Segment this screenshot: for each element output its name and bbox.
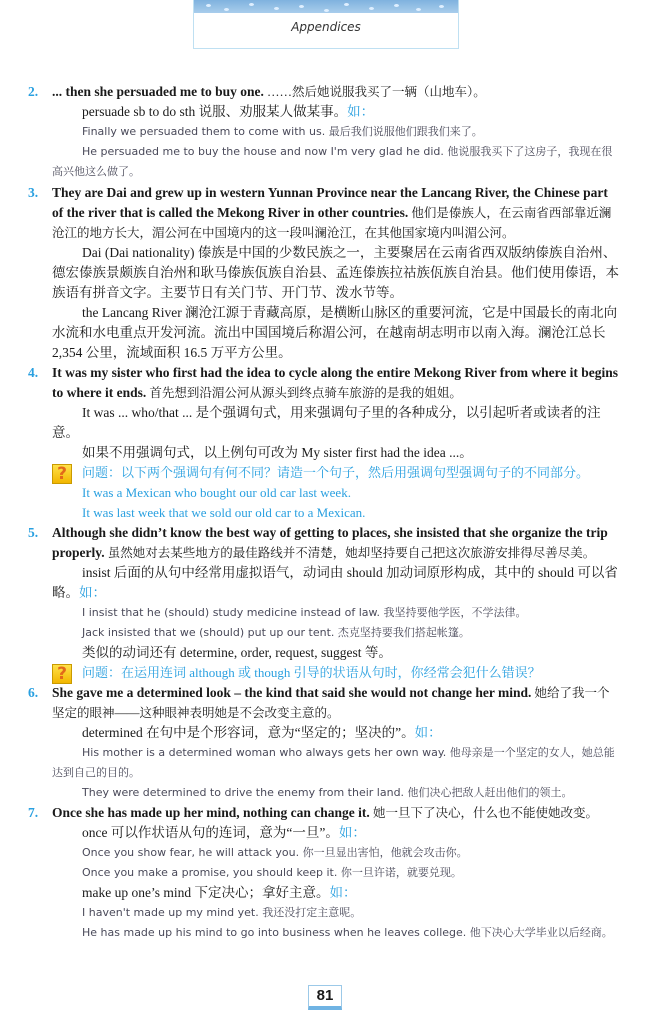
sentence-en: Although she didn’t know the best way of getting to places, she insisted that she organize the trip properly. [52,525,608,560]
example: They were determined to drive the enemy from their land. 他们决心把敌人赶出他们的领土。 [82,786,573,799]
example-marker: 如： [347,104,375,119]
sentence-en: ... then she persuaded me to buy one. [52,84,264,99]
sentence-zh: 虽然她对去某些地方的最佳路线并不清楚，她却坚持要自己把这次旅游安排得尽善尽美。 [104,546,596,560]
note [0,883,650,903]
note-text: 说服、劝服某人做某事。 [195,104,348,119]
header-title: Appendices [291,20,361,34]
sentence-zh: ……然后她说服我买了一辆（山地车）。 [263,85,486,99]
item-2-heading [0,82,650,102]
note-phrase: persuade sb to do sth [82,104,196,119]
example-marker: 如： [414,725,442,740]
note: 如果不用强调句式，以上例句可改为 My sister first had the idea ...。 [82,445,473,460]
item-3-heading [0,183,650,243]
note-text: insist 后面的从句中经常用虚拟语气，动词由 should 加动词原形构成，其中的 should 可以省略。 [52,565,618,600]
question [0,463,650,483]
sentence-en: They are Dai and grew up in western Yunnan Province near the Lancang River, the Chinese part of the river that is called the Mekong River in other countries. [52,185,608,220]
sentence-zh: 他们是傣族人，在云南省西部靠近澜沧江的地方长大，湄公河在中国境内的这一段叫澜沧江，在其他国家境内叫湄公河。 [52,206,612,240]
example: He has made up his mind to go into business when he leaves college. 他下决心大学毕业以后经商。 [82,926,613,939]
note: 类似的动词还有 determine, order, request, suggest 等。 [82,645,392,660]
example: Once you show fear, he will attack you. 你一旦显出害怕，他就会攻击你。 [82,846,468,859]
item-4-heading [0,363,650,403]
item-number: 6. [28,685,39,700]
header-decorative-band [194,0,458,13]
sentence-en: She gave me a determined look – the kind that said she would not change her mind. [52,685,532,700]
item-2-note [0,102,650,122]
note [0,823,650,843]
sentence-zh: 首先想到沿湄公河从源头到终点骑车旅游的是我的姐姐。 [146,386,462,400]
note: It was ... who/that ... 是个强调句式，用来强调句子里的各种成分，以引起听者或读者的注意。 [52,405,601,440]
question-text: 问题：以下两个强调句有何不同？请造一个句子，然后用强调句型强调句子的不同部分。 [82,465,590,480]
note-text: once 可以作状语从句的连词，意为“一旦”。 [82,825,339,840]
question-example: It was a Mexican who bought our old car last week. [82,485,351,500]
item-number: 5. [28,525,39,540]
example: I haven't made up my mind yet. 我还没打定主意呢。 [82,906,362,919]
item-number: 3. [28,185,39,200]
item-number: 4. [28,365,39,380]
sentence-en: It was my sister who first had the idea to cycle along the entire Mekong River from where it begins to where it ends. [52,365,619,400]
item-number: 7. [28,805,39,820]
example: His mother is a determined woman who always gets her own way. 他母亲是一个坚定的女人，她总能达到自己的目的。 [52,746,615,779]
example: I insist that he (should) study medicine instead of law. 我坚持要他学医，不学法律。 [82,606,527,619]
item-6-heading [0,683,650,723]
note-text: make up one’s mind 下定决心；拿好主意。 [82,885,330,900]
question [0,663,650,683]
note-text: determined 在句中是个形容词，意为“坚定的；坚决的”。 [82,725,415,740]
question-mark-icon: ? [52,664,72,684]
note [0,723,650,743]
example: Once you make a promise, you should keep it. 你一旦许诺，就要兑现。 [82,866,462,879]
question-mark-icon: ? [52,464,72,484]
example-marker: 如： [329,885,357,900]
note: Dai (Dai nationality) 傣族是中国的少数民族之一，主要聚居在云南省西双版纳傣族自治州、德宏傣族景颇族自治州和耿马傣族佤族自治县、孟连傣族拉祜族佤族自治县。他们使用傣语，本族语有拼音文字。主要节日有关门节、开门节、泼水节等。 [52,245,619,300]
question-example: It was last week that we sold our old car to a Mexican. [82,505,366,520]
item-number: 2. [28,84,39,99]
example: Finally we persuaded them to come with us. 最后我们说服他们跟我们来了。 [82,125,483,138]
question-text: 问题：在运用连词 although 或 though 引导的状语从句时，你经常会犯什么错误？ [82,665,541,680]
note: the Lancang River 澜沧江源于青藏高原，是横断山脉区的重要河流，它是中国最长的南北向水流和水电重点开发河流。流出中国国境后称湄公河，在越南胡志明市以南入海。澜沧江总长 2,354 公里，流域面积 16.5 万平方公里。 [52,305,618,360]
example-marker: 如： [79,585,106,600]
sentence-zh: 她给了我一个坚定的眼神——这种眼神表明她是不会改变主意的。 [52,686,610,720]
page-number: 81 [308,985,342,1010]
item-5-heading [0,523,650,563]
example-marker: 如： [338,825,366,840]
section-header [193,0,459,49]
note [0,563,650,603]
page-content [0,82,650,943]
example: Jack insisted that we (should) put up our tent. 杰克坚持要我们搭起帐篷。 [82,626,470,639]
example: He persuaded me to buy the house and now I'm very glad he did. 他说服我买下了这房子，我现在很高兴他这么做了。 [52,145,613,178]
sentence-en: Once she has made up her mind, nothing can change it. [52,805,370,820]
sentence-zh: 她一旦下了决心，什么也不能使她改变。 [369,806,598,820]
item-7-heading [0,803,650,823]
